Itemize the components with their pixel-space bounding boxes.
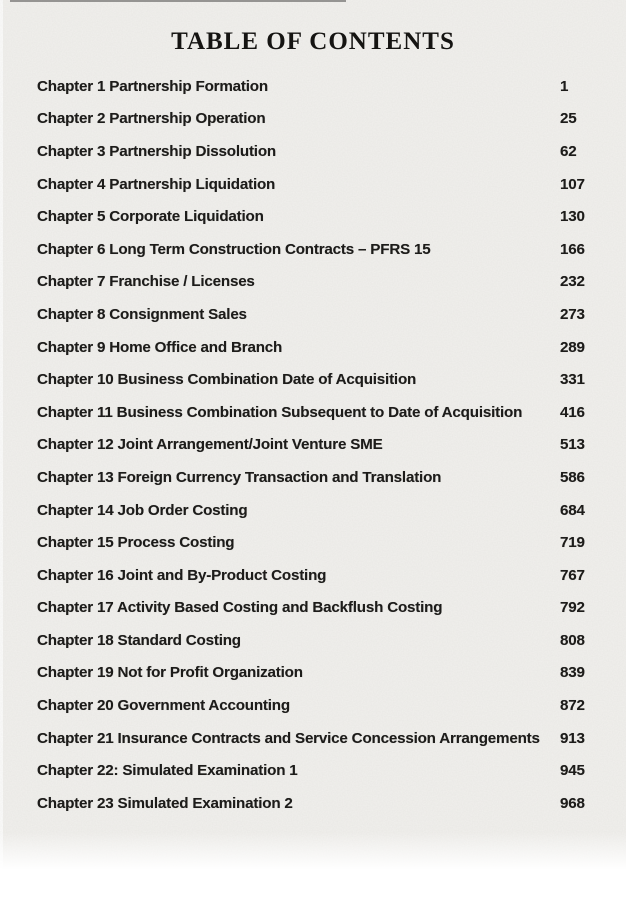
toc-entry-label: Chapter 13 Foreign Currency Transaction and Translation [37, 468, 442, 486]
toc-entry-label: Chapter 9 Home Office and Branch [37, 338, 283, 356]
toc-row [37, 266, 612, 299]
scan-edge-strip [0, 0, 3, 874]
toc-row [37, 396, 612, 429]
toc-entry-page: 166 [560, 240, 585, 258]
toc-entry-label: Chapter 23 Simulated Examination 2 [37, 794, 293, 812]
toc-entry-label: Chapter 11 Business Combination Subsequent to Date of Acquisition [37, 403, 523, 421]
toc-entry-label: Chapter 16 Joint and By-Product Costing [37, 566, 327, 584]
toc-entry-page: 62 [560, 142, 577, 160]
toc-row [37, 70, 612, 103]
toc-row [37, 233, 612, 266]
toc-row [37, 103, 612, 136]
toc-row [37, 526, 612, 559]
toc-entry-page: 232 [560, 273, 585, 291]
toc-entry-label: Chapter 10 Business Combination Date of Acquisition [37, 371, 417, 389]
toc-entry-page: 289 [560, 338, 585, 356]
toc-row [37, 135, 612, 168]
toc-row [37, 592, 612, 625]
toc-row [37, 363, 612, 396]
toc-row [37, 722, 612, 755]
toc-entry-page: 130 [560, 208, 585, 226]
toc-entry-page: 839 [560, 664, 585, 682]
scan-artifact-top-line [10, 0, 346, 2]
toc-entry-page: 586 [560, 468, 585, 486]
toc-entry-page: 913 [560, 729, 585, 747]
toc-entry-label: Chapter 15 Process Costing [37, 534, 235, 552]
page-title: TABLE OF CONTENTS [171, 28, 455, 55]
toc-entry-page: 1 [560, 77, 569, 95]
toc-entry-label: Chapter 4 Partnership Liquidation [37, 175, 276, 193]
toc-entry-label: Chapter 6 Long Term Construction Contracts – PFRS 15 [37, 240, 431, 258]
toc-entry-page: 513 [560, 436, 585, 454]
toc-entry-page: 273 [560, 305, 585, 323]
toc-entry-page: 792 [560, 599, 585, 617]
toc-entry-page: 808 [560, 631, 585, 649]
toc-entry-page: 719 [560, 534, 585, 552]
toc-row [37, 657, 612, 690]
toc-entry-page: 872 [560, 697, 585, 715]
toc-entry-label: Chapter 1 Partnership Formation [37, 77, 268, 95]
toc-entry-label: Chapter 2 Partnership Operation [37, 110, 266, 128]
toc-row [37, 559, 612, 592]
toc-row [37, 429, 612, 462]
toc-row [37, 298, 612, 331]
toc-row [37, 754, 612, 787]
toc-entry-label: Chapter 18 Standard Costing [37, 631, 241, 649]
toc-entry-label: Chapter 5 Corporate Liquidation [37, 208, 264, 226]
toc-entry-page: 684 [560, 501, 585, 519]
toc-row [37, 787, 612, 820]
toc-row [37, 494, 612, 527]
toc-entry-page: 25 [560, 110, 577, 128]
toc-entry-page: 968 [560, 794, 585, 812]
toc-row [37, 168, 612, 201]
toc-entry-page: 767 [560, 566, 585, 584]
toc-entry-label: Chapter 12 Joint Arrangement/Joint Venture SME [37, 436, 383, 454]
toc-row [37, 200, 612, 233]
toc-entry-label: Chapter 19 Not for Profit Organization [37, 664, 303, 682]
toc-entry-page: 416 [560, 403, 585, 421]
toc-entry-label: Chapter 3 Partnership Dissolution [37, 142, 276, 160]
toc-entry-label: Chapter 17 Activity Based Costing and Backflush Costing [37, 599, 443, 617]
toc-entry-page: 331 [560, 371, 585, 389]
toc-entry-label: Chapter 21 Insurance Contracts and Service Concession Arrangements [37, 729, 540, 747]
toc-entry-page: 107 [560, 175, 585, 193]
toc-list [37, 70, 612, 820]
toc-entry-label: Chapter 14 Job Order Costing [37, 501, 248, 519]
toc-row [37, 461, 612, 494]
toc-entry-label: Chapter 20 Government Accounting [37, 697, 290, 715]
toc-entry-label: Chapter 22: Simulated Examination 1 [37, 762, 298, 780]
toc-row [37, 331, 612, 364]
toc-row [37, 624, 612, 657]
toc-entry-page: 945 [560, 762, 585, 780]
toc-entry-label: Chapter 7 Franchise / Licenses [37, 273, 255, 291]
toc-row [37, 689, 612, 722]
toc-entry-label: Chapter 8 Consignment Sales [37, 305, 247, 323]
